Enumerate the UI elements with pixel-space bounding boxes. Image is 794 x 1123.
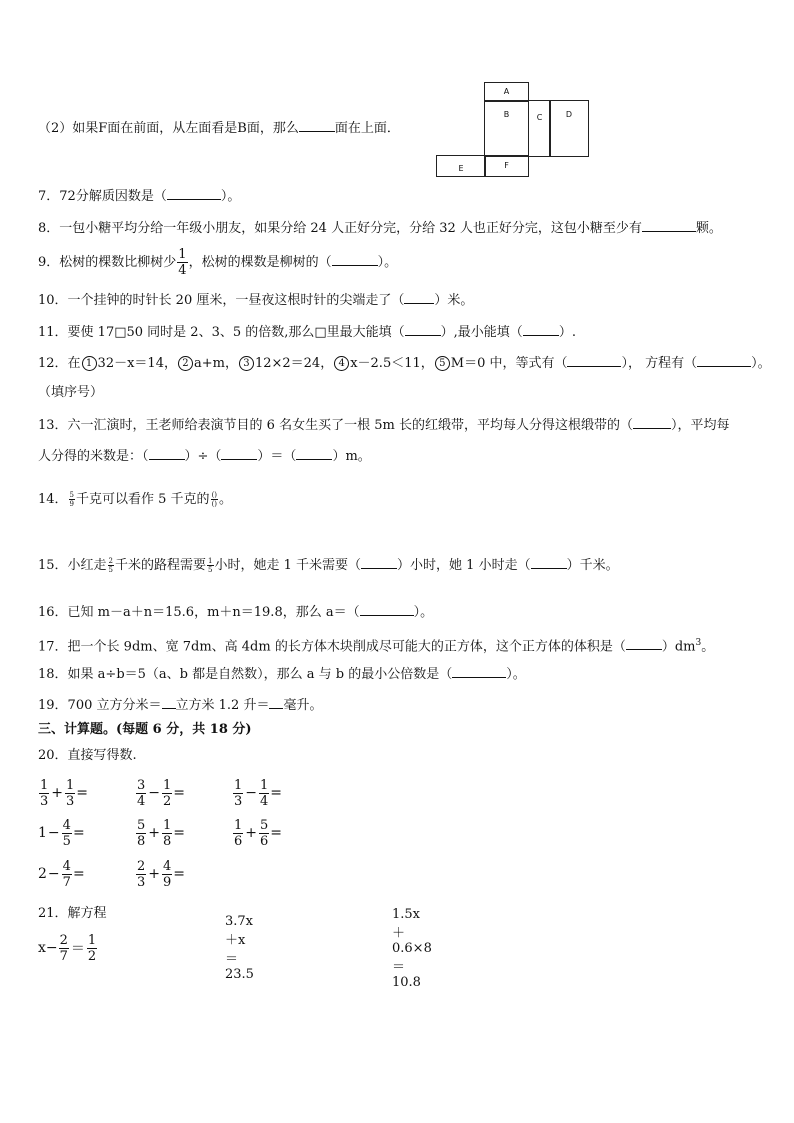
answer-blank[interactable] bbox=[523, 322, 559, 336]
fraction-blank[interactable]: $\frac{()}{()}$ bbox=[211, 490, 218, 508]
answer-blank[interactable] bbox=[567, 353, 621, 367]
answer-blank[interactable] bbox=[626, 636, 662, 650]
answer-blank[interactable] bbox=[405, 322, 441, 336]
circled-number: 2 bbox=[178, 356, 193, 371]
calc-expression: $\frac{2}{3}$ + $\frac{4}{9}$ = bbox=[137, 858, 186, 890]
question-12: 12．在 1 32－x＝14， 2 a+m， 3 12×2＝24， 4 x－2.5＜11， 5 M＝0 中，等式有（ ）， 方程有（ ）。 bbox=[38, 353, 771, 374]
calc-expression: 2 − $\frac{4}{7}$ = bbox=[38, 858, 85, 890]
answer-blank[interactable] bbox=[531, 555, 567, 569]
answer-blank[interactable] bbox=[360, 602, 414, 616]
question-21-title: 21．解方程 bbox=[38, 906, 107, 921]
section-heading: 三、计算题。(每题 6 分，共 18 分) bbox=[38, 722, 252, 737]
answer-blank[interactable] bbox=[361, 555, 397, 569]
question-12-note: （填序号） bbox=[38, 385, 104, 400]
answer-blank[interactable] bbox=[149, 446, 185, 460]
circled-number: 4 bbox=[334, 356, 349, 371]
circled-number: 5 bbox=[435, 356, 450, 371]
answer-blank[interactable] bbox=[269, 695, 283, 709]
question-18: 18．如果 a÷b＝5（a、b 都是自然数），那么 a 与 b 的最小公倍数是（ ）。 bbox=[38, 664, 526, 685]
question-17: 17．把一个长 9dm、宽 7dm、高 4dm 的长方体木块削成尽可能大的正方体，这个正方体的体积是（ ）$dm^3$。 bbox=[38, 638, 715, 655]
circled-number: 1 bbox=[82, 356, 97, 371]
question-13-line-1: 13．六一汇演时，王老师给表演节目的 6 名女生买了一根 5m 长的红缎带，平均每人分得这根缎带的（ ），平均每 bbox=[38, 415, 729, 436]
answer-blank[interactable] bbox=[299, 118, 335, 132]
circled-number: 3 bbox=[239, 356, 254, 371]
question-6-part-2: （2）如果F面在前面，从左面看是B面，那么 面在上面． bbox=[38, 118, 400, 139]
question-20-title: 20．直接写得数. bbox=[38, 748, 137, 763]
net-face-b: B bbox=[484, 100, 529, 157]
net-face-e: E bbox=[436, 155, 486, 177]
answer-blank[interactable] bbox=[633, 415, 671, 429]
question-11: 11．要使 17□50 同时是 2、3、5 的倍数,那么□里最大能填（ ）,最小能填（ ）. bbox=[38, 322, 576, 343]
question-19: 19．700 立方分米＝ 立方米 1.2 升＝ 毫升。 bbox=[38, 695, 322, 716]
equation-3: 1.5x＋0.6×8＝10.8 bbox=[392, 906, 432, 990]
question-10: 10．一个挂钟的时针长 20 厘米，一昼夜这根时针的尖端走了（ ）米。 bbox=[38, 290, 473, 311]
question-13-line-2: 人分得的米数是：（ ）÷（ ）＝（ ）m。 bbox=[38, 446, 371, 467]
question-9: 9．松树的棵数比柳树少 $\frac{1}{4}$ ，松树的棵数是柳树的（ ）。 bbox=[38, 247, 398, 278]
net-face-a: A bbox=[484, 82, 529, 102]
calc-expression: $\frac{5}{8}$ + $\frac{1}{8}$ = bbox=[137, 817, 186, 849]
net-face-c: C bbox=[528, 100, 551, 157]
fraction: $\frac{2}{5}$ bbox=[108, 556, 114, 574]
answer-blank[interactable] bbox=[642, 218, 696, 232]
fraction: $\frac{1}{5}$ bbox=[208, 556, 213, 574]
fraction: $\frac{5}{9}$ bbox=[69, 490, 75, 508]
answer-blank[interactable] bbox=[404, 290, 434, 304]
net-face-d: D bbox=[549, 100, 589, 157]
answer-blank[interactable] bbox=[296, 446, 332, 460]
calc-expression: $\frac{1}{6}$ + $\frac{5}{6}$ = bbox=[234, 817, 283, 849]
answer-blank[interactable] bbox=[167, 186, 221, 200]
fraction: $\frac{1}{4}$ bbox=[178, 247, 187, 278]
question-7: 7．72分解质因数是（ ）。 bbox=[38, 186, 240, 207]
net-face-f: F bbox=[484, 155, 529, 177]
question-16: 16．已知 m－a＋n＝15.6，m＋n＝19.8，那么 a＝（ ）。 bbox=[38, 602, 433, 623]
question-15: 15．小红走 $\frac{2}{5}$ 千米的路程需要 $\frac{1}{5}$ 小时，她走 1 千米需要（ ）小时，她 1 小时走（ ）千米。 bbox=[38, 556, 619, 574]
equation-2: 3.7x＋x＝23.5 bbox=[225, 914, 254, 982]
answer-blank[interactable] bbox=[697, 353, 751, 367]
calc-expression: $\frac{1}{3}$ − $\frac{1}{4}$ = bbox=[234, 777, 283, 809]
calc-expression: $\frac{3}{4}$ − $\frac{1}{2}$ = bbox=[137, 777, 186, 809]
calc-expression: 1 − $\frac{4}{5}$ = bbox=[38, 817, 85, 849]
question-14: 14． $\frac{5}{9}$ 千克可以看作 5 千克的 $\frac{()}{()}$ 。 bbox=[38, 490, 233, 508]
calc-expression: $\frac{1}{3}$ + $\frac{1}{3}$ = bbox=[40, 777, 89, 809]
answer-blank[interactable] bbox=[221, 446, 257, 460]
answer-blank[interactable] bbox=[452, 664, 506, 678]
equation-1: x− $\frac{2}{7}$ ＝ $\frac{1}{2}$ bbox=[38, 932, 97, 964]
answer-blank[interactable] bbox=[332, 252, 378, 266]
answer-blank[interactable] bbox=[162, 695, 176, 709]
question-8: 8．一包小糖平均分给一年级小朋友，如果分给 24 人正好分完，分给 32 人也正好分完，这包小糖至少有 颗。 bbox=[38, 218, 722, 239]
